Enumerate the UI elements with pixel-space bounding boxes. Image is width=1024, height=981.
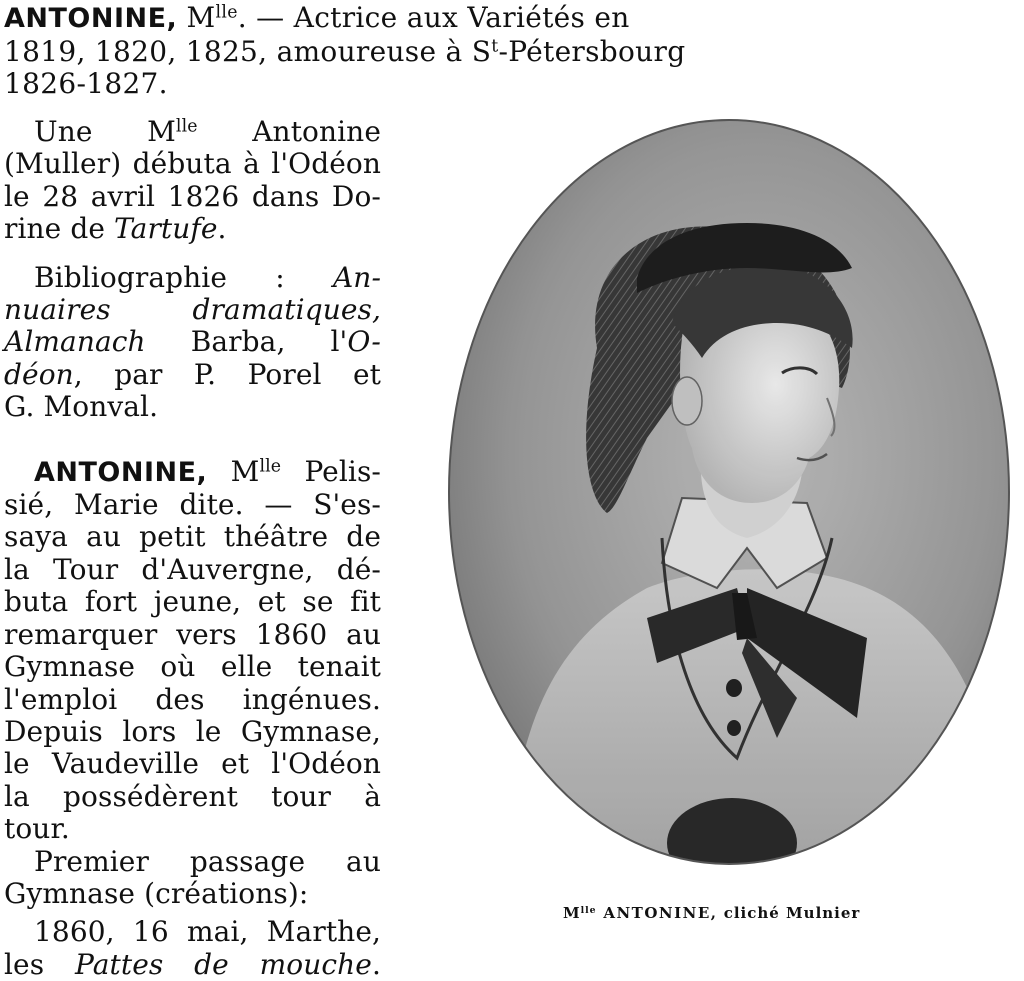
entry1-para2-line2: nuaires dramatiques, [4, 293, 381, 327]
entry2-line: remarquer vers 1860 au [4, 617, 381, 651]
entry2-paragraph-gymnase [4, 846, 381, 911]
entry2-line: sié, Marie dite. — S'es- [4, 488, 381, 522]
entry2-line: saya au petit théâtre de [4, 520, 381, 554]
entry1-para1-line4: rine de Tartufe. [4, 212, 227, 246]
entry2-para2-line2: Gymnase (créations): [4, 876, 309, 910]
entry1-para2-line3: Almanach Barba, l'O- [4, 325, 381, 359]
entry2-line: Gymnase où elle tenait [4, 650, 381, 684]
entry1-paragraph-debut [4, 116, 381, 246]
portrait-photo [447, 118, 1011, 866]
entry2-line: la Tour d'Auvergne, dé- [4, 552, 381, 586]
entry2-last-line: tour. [4, 812, 70, 846]
entry2-paragraph-creations [4, 916, 381, 981]
entry1-para1-line3: le 28 avril 1826 dans Do- [4, 179, 381, 213]
entry2-name: ANTONINE, [34, 456, 208, 488]
entry1-para2-line5: G. Monval. [4, 390, 159, 424]
entry1-line3: 1826-1827. [4, 67, 168, 100]
entry1-para2-line4: déon, par P. Porel et [4, 357, 381, 391]
entry2-line: buta fort jeune, et se fit [4, 585, 381, 619]
entry1-line2: 1819, 1820, 1825, amoureuse à $S^t$-Pétersbourg [4, 34, 686, 68]
entry2-line: la possédèrent tour à [4, 779, 381, 813]
entry2-paragraph-bio [4, 456, 381, 846]
entry1-line1 [4, 2, 716, 36]
entry2-para3-line2: les Pattes de mouche. [4, 947, 381, 981]
left-text-column [4, 116, 381, 981]
entry1-name: ANTONINE, [4, 3, 178, 34]
entry-antonine-1-header [4, 2, 716, 101]
entry1-para2-line1: Bibliographie : An- [34, 260, 381, 294]
entry2-line: le Vaudeville et l'Odéon [4, 747, 381, 781]
entry1-para1-line1: Une $M^{lle}$ Antonine [34, 115, 381, 148]
entry2-title: $M^{lle}$ [230, 454, 282, 488]
entry2-line1: ANTONINE, $M^{lle}$ Pelis- [34, 454, 381, 488]
entry2-para2-line1: Premier passage au [34, 844, 381, 878]
entry2-line: l'emploi des ingénues. [4, 682, 381, 716]
entry1-paragraph-bibliography [4, 262, 381, 424]
entry2-para3-line1: 1860, 16 mai, Marthe, [34, 915, 381, 949]
entry1-title: $M^{lle}$ [186, 1, 238, 34]
entry1-line1-rest: . — Actrice aux Variétés en [237, 1, 630, 34]
portrait-caption: $M^{lle}$ ANTONINE, cliché Mulnier [563, 904, 861, 922]
portrait-illustration [447, 118, 1011, 866]
entry2-line: Depuis lors le Gymnase, [4, 714, 381, 748]
entry1-para1-line2: (Muller) débuta à l'Odéon [4, 147, 381, 181]
entry1-para1-title: $M^{lle}$ [147, 115, 198, 148]
